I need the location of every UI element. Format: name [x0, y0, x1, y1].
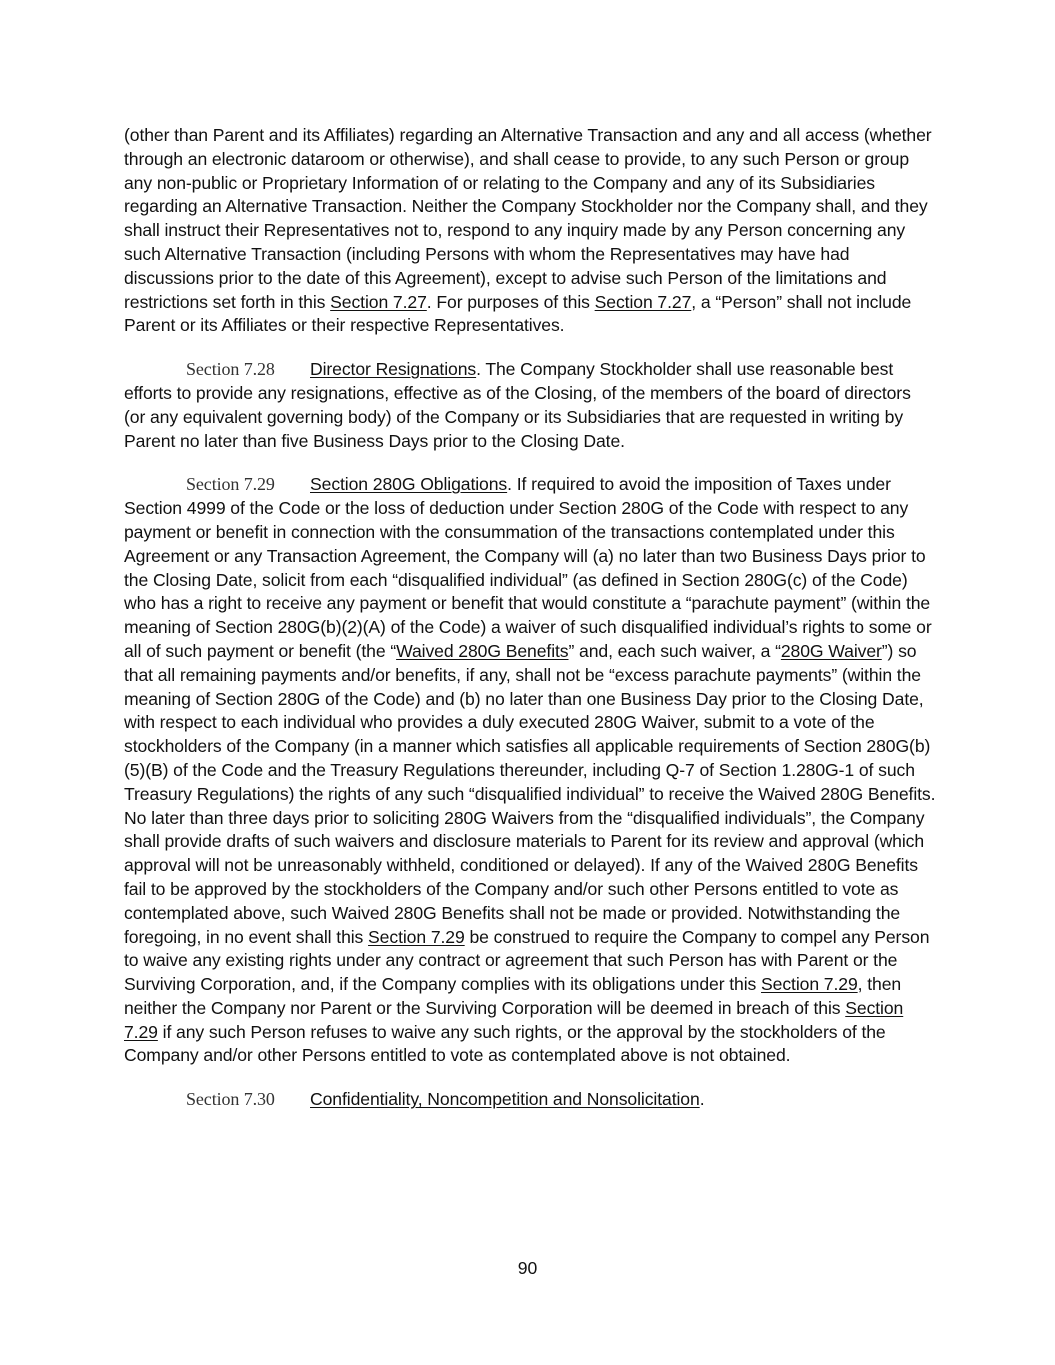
- defined-term: Waived 280G Benefits: [396, 640, 569, 661]
- section-body: . If required to avoid the imposition of Taxes under Section 4999 of the Code or the loss of deduction under Section 280G of the Code with respect to any payment or benefit in connection with the consummation of the transactions contemplated under this Agreement or any Transaction Agreement, the Company will (a) no later than two Business Days prior to the Closing Date, solicit from each “disqualified individual” (as defined in Section 280G(c) of the Code) who has a right to receive any payment or benefit that would constitute a “parachute payment” (within the meaning of Section 280G(b)(2)(A) of the Code) a waiver of such disqualified individual’s rights to some or all of such payment or benefit (the “: [124, 474, 932, 661]
- section-body: , then neither the Company nor Parent or the Surviving Corporation will be deemed in breach of this: [124, 974, 902, 1018]
- section-heading: Confidentiality, Noncompetition and Nonsolicitation: [310, 1089, 700, 1110]
- section-body: ”) so that all remaining payments and/or benefits, if any, shall not be “excess parachute payments” (within the meaning of Section 280G of the Code) and (b) no later than one Business Day prior to the Closing Date, with respect to each individual who provides a duly executed 280G Waiver, submit to a vote of the stockholders of the Company (in a manner which satisfies all applicable requirements of Section 280G(b)(5)(B) of the Code and the Treasury Regulations thereunder, including Q-7 of Section 1.280G-1 of such Treasury Regulations) the rights of any such “disqualified individual” to receive the Waived 280G Benefits. No later than three days prior to soliciting 280G Waivers from the “disqualified individuals”, the Company shall provide drafts of such waivers and disclosure materials to Parent for its review and approval (which approval will not be unreasonably withheld, conditioned or delayed). If any of the Waived 280G Benefits fail to be approved by the stockholders of the Company and/or such other Persons entitled to vote as contemplated above, such Waived 280G Benefits shall not be made or provided. Notwithstanding the foregoing, in no event shall this: [124, 640, 936, 947]
- page-number: 90: [517, 1258, 538, 1278]
- section-heading: Section 280G Obligations: [310, 474, 508, 495]
- section-number: Section 7.29: [186, 474, 275, 495]
- section-reference: Section 7.27: [330, 291, 427, 312]
- paragraph-text: . For purposes of this: [426, 291, 595, 312]
- defined-term: 280G Waiver: [780, 640, 882, 661]
- section-reference: Section 7.29: [124, 997, 904, 1042]
- section-end: .: [699, 1089, 705, 1110]
- section-body: ” and, each such waiver, a “: [568, 640, 781, 661]
- section-reference: Section 7.29: [368, 926, 465, 947]
- section-7-28: [124, 358, 936, 453]
- section-reference: Section 7.27: [594, 291, 692, 312]
- section-7-30: [124, 1088, 936, 1112]
- section-number: Section 7.28: [186, 359, 275, 380]
- section-body: if any such Person refuses to waive any such rights, or the approval by the stockholders of the Company and/or other Persons entitled to vote as contemplated above is not obtained.: [124, 1021, 886, 1066]
- section-reference: Section 7.29: [761, 974, 858, 995]
- section-7-29: [124, 473, 936, 1068]
- paragraph-continuation: [124, 124, 936, 338]
- paragraph-text: , a “Person” shall not include Parent or its Affiliates or their respective Representatives.: [124, 291, 912, 336]
- section-body: . The Company Stockholder shall use reasonable best efforts to provide any resignations, effective as of the Closing, of the members of the board of directors (or any equivalent governing body) of the Company or its Subsidiaries that are requested in writing by Parent no later than five Business Days prior to the Closing Date.: [124, 359, 911, 451]
- section-number: Section 7.30: [186, 1089, 275, 1110]
- document-page: [124, 124, 936, 1132]
- section-body: be construed to require the Company to compel any Person to waive any existing rights under any contract or agreement that such Person has with Parent or the Surviving Corporation, and, if the Company complies with its obligations under this: [124, 926, 930, 995]
- paragraph-text: (other than Parent and its Affiliates) regarding an Alternative Transaction and any and all access (whether through an electronic dataroom or otherwise), and shall cease to provide, to any such Person or group any non-public or Proprietary Information of or relating to the Company and any of its Subsidiaries regarding an Alternative Transaction. Neither the Company Stockholder nor the Company shall, and they shall instruct their Representatives not to, respond to any inquiry made by any Person concerning any such Alternative Transaction (including Persons with whom the Representatives may have had discussions prior to the date of this Agreement), except to advise such Person of the limitations and restrictions set forth in this: [124, 125, 932, 312]
- section-heading: Director Resignations: [310, 359, 477, 380]
